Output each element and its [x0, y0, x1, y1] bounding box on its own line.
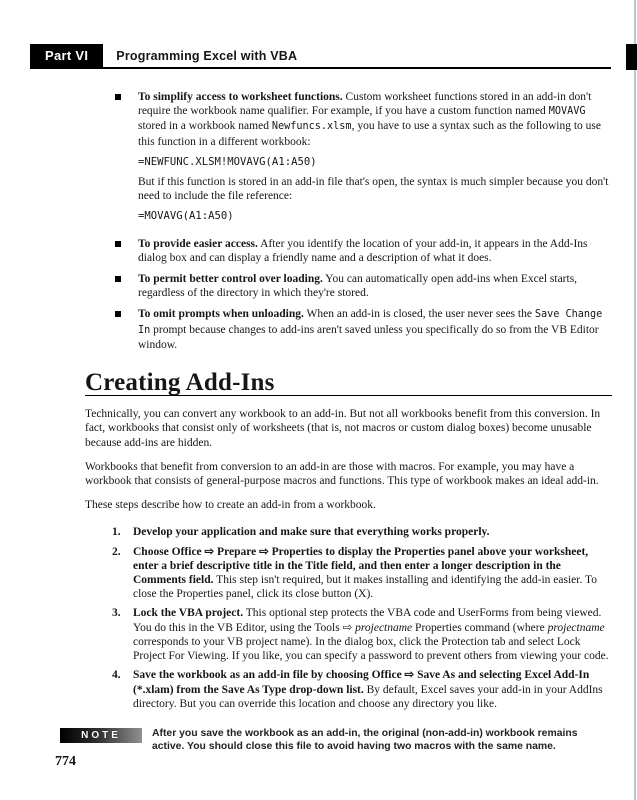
section-heading: Creating Add-Ins: [85, 369, 275, 397]
chapter-title: Programming Excel with VBA: [116, 48, 298, 63]
bullet-lead: To provide easier access.: [138, 237, 258, 250]
page-number: 774: [55, 754, 76, 769]
part-label: Part VI: [30, 44, 103, 67]
bullet-item: [115, 237, 612, 265]
step-number: 2.: [112, 545, 121, 558]
bullet-text: stored in a workbook named: [138, 120, 272, 133]
inline-code: Newfuncs.xlsm: [271, 121, 352, 133]
note-badge: NOTE: [60, 728, 142, 743]
step-number: 4.: [112, 669, 121, 682]
step-lead: Choose Office ⇨ Prepare ⇨ Properties to display the Properties panel above your worksheet, enter a brief descriptive title in the Title field, and then enter a longer description in the Comments field.: [133, 545, 589, 587]
step-body: [133, 668, 612, 711]
step-text: This step isn't required, but it makes installing and identifying the add-in easier. To close the Properties panel, click its close button (X).: [133, 574, 597, 601]
step-item: [112, 545, 612, 602]
part-edge-tab: [626, 44, 637, 70]
bullet-text: , you have to use a syntax such as the following to use this function in a different workbook:: [138, 120, 602, 148]
bullet-list: [115, 90, 612, 352]
bullet-text: prompt because changes to add-ins aren't saved unless you specifically do so from the VB Editor window.: [138, 323, 599, 351]
step-lead: Lock the VBA project.: [133, 607, 244, 620]
bullet-lead: To omit prompts when unloading.: [138, 308, 304, 321]
step-body: [133, 525, 612, 539]
step-lead: Save the workbook as an add-in file by choosing Office ⇨ Save As and selecting Excel Add-In (*.xlam) from the Save As Type drop-down list.: [133, 669, 590, 696]
bullet-square-icon: [115, 94, 121, 100]
bullet-text: When an add-in is closed, the user never sees the: [303, 308, 535, 321]
code-line: =MOVAVG(A1:A50): [138, 210, 234, 223]
steps-list: [112, 525, 612, 710]
body-paragraph: These steps describe how to create an add-in from a workbook.: [85, 499, 376, 512]
bullet-square-icon: [115, 241, 121, 247]
bullet-paragraph: [138, 307, 612, 352]
inline-code: MOVAVG: [548, 106, 586, 118]
bullet-lead: To simplify access to worksheet functions.: [138, 91, 343, 103]
note-text: After you save the workbook as an add-in, the original (non-add-in) workbook remains active. You should close this file to avoid having two macros with the same name.: [152, 727, 578, 753]
bullet-item: [115, 307, 612, 352]
bullet-paragraph: [138, 90, 612, 149]
step-item: [112, 525, 612, 539]
step-lead: Develop your application and make sure that everything works properly.: [133, 526, 490, 539]
bullet-body: [138, 90, 612, 230]
step-item: [112, 606, 612, 663]
running-head: [30, 44, 611, 69]
step-text: corresponds to your VB project name). In the dialog box, click the Protection tab and select Lock Project For Viewing. If you like, you can specify a password to prevent others from viewing your code.: [133, 635, 609, 663]
bullet-item: [115, 272, 612, 300]
body-paragraph: Workbooks that benefit from conversion to an add-in are those with macros. For example, you may have a workbook that consists of general-purpose macros and functions. This type of workbook makes an ideal add-in.: [85, 460, 599, 488]
step-text: This optional step protects the VBA code and UserForms from being viewed. You do this in the VB Editor, using the Tools ⇨: [133, 607, 602, 634]
step-text: By default, Excel saves your add-in in your AddIns directory. But you can override this location and choose any directory you like.: [133, 683, 603, 710]
bullet-body: [138, 272, 612, 300]
bullet-body: [138, 237, 612, 265]
bullet-text: Custom worksheet functions stored in an add-in don't require the workbook name qualifier. For example, if you have a custom function named: [138, 91, 592, 118]
page-body: [81, 90, 612, 753]
bullet-square-icon: [115, 276, 121, 282]
bullet-paragraph: But if this function is stored in an add-in file that's open, the syntax is much simpler because you don't need to include the file reference:: [138, 176, 609, 203]
inline-code: Save Change In: [138, 309, 603, 336]
bullet-body: [138, 307, 612, 352]
bullet-paragraph: [138, 272, 612, 300]
bullet-item: [115, 90, 612, 230]
step-italic: projectname: [355, 621, 413, 634]
code-line: =NEWFUNC.XLSM!MOVAVG(A1:A50): [138, 155, 317, 168]
step-body: [133, 606, 612, 663]
bullet-paragraph: [138, 237, 612, 265]
step-number: 1.: [112, 526, 121, 539]
step-text: Properties command (where: [412, 621, 548, 634]
step-italic: projectname: [547, 621, 605, 634]
step-number: 3.: [112, 607, 121, 620]
step-item: [112, 668, 612, 711]
body-paragraph: Technically, you can convert any workbook to an add-in. But not all workbooks benefit from this conversion. In fact, workbooks that consist only of worksheets (that is, not macros or custom dialog boxes) become unusable because add-ins are hidden.: [85, 408, 601, 449]
bullet-text: After you identify the location of your add-in, it appears in the Add-Ins dialog box and can display a friendly name and a description of what it does.: [138, 237, 588, 264]
bullet-text: You can automatically open add-ins when Excel starts, regardless of the directory in which they're stored.: [138, 273, 578, 300]
page-edge-shadow: [634, 0, 636, 800]
bullet-lead: To permit better control over loading.: [138, 273, 323, 286]
bullet-square-icon: [115, 311, 121, 317]
step-body: [133, 545, 612, 602]
note-callout: [60, 727, 612, 753]
